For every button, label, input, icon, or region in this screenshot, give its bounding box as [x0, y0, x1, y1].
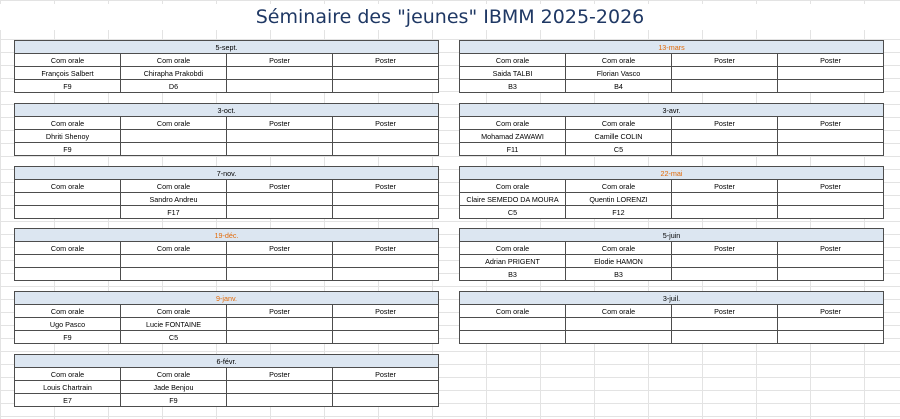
room-cell[interactable]: [227, 206, 333, 219]
room-cell[interactable]: F17: [121, 206, 227, 219]
column-label[interactable]: Poster: [333, 117, 439, 130]
column-label[interactable]: Com orale: [121, 242, 227, 255]
date-header[interactable]: 6-févr.: [15, 355, 439, 368]
column-label[interactable]: Poster: [227, 180, 333, 193]
date-header[interactable]: 7-nov.: [15, 167, 439, 180]
presenter-cell[interactable]: [333, 381, 439, 394]
room-cell[interactable]: F12: [566, 206, 672, 219]
column-label[interactable]: Com orale: [15, 54, 121, 67]
room-cell[interactable]: B3: [460, 268, 566, 281]
presenter-cell[interactable]: [672, 67, 778, 80]
room-cell[interactable]: [333, 80, 439, 93]
column-label[interactable]: Com orale: [566, 242, 672, 255]
presenter-cell[interactable]: [15, 193, 121, 206]
presenter-cell[interactable]: Chirapha Prakobdi: [121, 67, 227, 80]
presenter-cell[interactable]: [227, 381, 333, 394]
column-label[interactable]: Com orale: [121, 368, 227, 381]
presenter-cell[interactable]: [672, 130, 778, 143]
presenter-cell[interactable]: [778, 255, 884, 268]
column-label[interactable]: Poster: [778, 305, 884, 318]
date-block: [459, 166, 884, 219]
room-cell[interactable]: [566, 331, 672, 344]
column-label[interactable]: Com orale: [15, 180, 121, 193]
date-block: [459, 40, 884, 93]
column-label[interactable]: Poster: [672, 117, 778, 130]
column-label[interactable]: Poster: [333, 242, 439, 255]
date-block: [14, 291, 439, 344]
presenter-cell[interactable]: Jade Benjou: [121, 381, 227, 394]
column-label[interactable]: Poster: [778, 242, 884, 255]
presenter-cell[interactable]: [333, 67, 439, 80]
presenter-cell[interactable]: Ugo Pasco: [15, 318, 121, 331]
date-block: [14, 166, 439, 219]
date-header[interactable]: 5-sept.: [15, 41, 439, 54]
room-cell[interactable]: [15, 206, 121, 219]
presenter-cell[interactable]: [333, 193, 439, 206]
room-cell[interactable]: E7: [15, 394, 121, 407]
presenter-cell[interactable]: [672, 255, 778, 268]
presenter-cell[interactable]: [227, 193, 333, 206]
column-label[interactable]: Poster: [672, 305, 778, 318]
room-cell[interactable]: F9: [15, 331, 121, 344]
date-block: [14, 354, 439, 407]
room-cell[interactable]: F9: [15, 80, 121, 93]
column-label[interactable]: Poster: [672, 242, 778, 255]
column-label[interactable]: Poster: [227, 242, 333, 255]
presenter-cell[interactable]: [672, 318, 778, 331]
column-label[interactable]: Com orale: [566, 305, 672, 318]
column-label[interactable]: Com orale: [460, 180, 566, 193]
presenter-cell[interactable]: [15, 255, 121, 268]
date-block: [459, 291, 884, 344]
room-cell[interactable]: [333, 331, 439, 344]
column-label[interactable]: Poster: [227, 368, 333, 381]
presenter-cell[interactable]: [778, 193, 884, 206]
room-cell[interactable]: [778, 143, 884, 156]
date-header[interactable]: 3-avr.: [460, 104, 884, 117]
presenter-cell[interactable]: François Salbert: [15, 67, 121, 80]
presenter-cell[interactable]: Elodie HAMON: [566, 255, 672, 268]
column-label[interactable]: Com orale: [460, 117, 566, 130]
room-cell[interactable]: [778, 331, 884, 344]
room-cell[interactable]: [333, 143, 439, 156]
column-label[interactable]: Poster: [778, 54, 884, 67]
room-cell[interactable]: B3: [460, 80, 566, 93]
column-label[interactable]: Com orale: [15, 368, 121, 381]
presenter-cell[interactable]: Dhriti Shenoy: [15, 130, 121, 143]
column-label[interactable]: Poster: [333, 54, 439, 67]
presenter-cell[interactable]: Louis Chartrain: [15, 381, 121, 394]
column-label[interactable]: Com orale: [15, 117, 121, 130]
room-cell[interactable]: B3: [566, 268, 672, 281]
presenter-cell[interactable]: [121, 255, 227, 268]
presenter-cell[interactable]: Sandro Andreu: [121, 193, 227, 206]
date-block: [459, 103, 884, 156]
room-cell[interactable]: F9: [15, 143, 121, 156]
column-label[interactable]: Com orale: [121, 117, 227, 130]
date-block: [459, 228, 884, 281]
presenter-cell[interactable]: [778, 318, 884, 331]
column-label[interactable]: Com orale: [15, 305, 121, 318]
column-label[interactable]: Poster: [227, 305, 333, 318]
room-cell[interactable]: [227, 80, 333, 93]
room-cell[interactable]: C5: [121, 331, 227, 344]
date-header[interactable]: 3-oct.: [15, 104, 439, 117]
date-header[interactable]: 13-mars: [460, 41, 884, 54]
presenter-cell[interactable]: Lucie FONTAINE: [121, 318, 227, 331]
column-label[interactable]: Com orale: [121, 305, 227, 318]
presenter-cell[interactable]: Adrian PRIGENT: [460, 255, 566, 268]
room-cell[interactable]: F11: [460, 143, 566, 156]
presenter-cell[interactable]: Camille COLIN: [566, 130, 672, 143]
presenter-cell[interactable]: [333, 130, 439, 143]
presenter-cell[interactable]: [778, 130, 884, 143]
room-cell[interactable]: C5: [460, 206, 566, 219]
page-title: Séminaire des "jeunes" IBMM 2025-2026: [0, 4, 900, 30]
presenter-cell[interactable]: [227, 255, 333, 268]
room-cell[interactable]: B4: [566, 80, 672, 93]
presenter-cell[interactable]: [672, 193, 778, 206]
room-cell[interactable]: [460, 331, 566, 344]
column-label[interactable]: Poster: [672, 54, 778, 67]
date-header[interactable]: 3-juil.: [460, 292, 884, 305]
room-cell[interactable]: [333, 394, 439, 407]
room-cell[interactable]: [121, 143, 227, 156]
column-label[interactable]: Poster: [778, 117, 884, 130]
presenter-cell[interactable]: [333, 255, 439, 268]
room-cell[interactable]: [333, 206, 439, 219]
presenter-cell[interactable]: [460, 318, 566, 331]
column-label[interactable]: Com orale: [566, 54, 672, 67]
column-label[interactable]: Poster: [333, 368, 439, 381]
presenter-cell[interactable]: [227, 130, 333, 143]
presenter-cell[interactable]: [566, 318, 672, 331]
presenter-cell[interactable]: [121, 130, 227, 143]
presenter-cell[interactable]: Saida TALBI: [460, 67, 566, 80]
column-label[interactable]: Com orale: [460, 242, 566, 255]
column-label[interactable]: Com orale: [566, 180, 672, 193]
room-cell[interactable]: F9: [121, 394, 227, 407]
date-header[interactable]: 22-mai: [460, 167, 884, 180]
presenter-cell[interactable]: Claire SEMEDO DA MOURA: [460, 193, 566, 206]
column-label[interactable]: Com orale: [15, 242, 121, 255]
room-cell[interactable]: [672, 206, 778, 219]
room-cell[interactable]: [778, 80, 884, 93]
room-cell[interactable]: D6: [121, 80, 227, 93]
column-label[interactable]: Com orale: [121, 180, 227, 193]
room-cell[interactable]: [227, 143, 333, 156]
room-cell[interactable]: [672, 80, 778, 93]
column-label[interactable]: Poster: [333, 305, 439, 318]
presenter-cell[interactable]: Mohamad ZAWAWI: [460, 130, 566, 143]
presenter-cell[interactable]: [778, 67, 884, 80]
column-label[interactable]: Com orale: [566, 117, 672, 130]
column-label[interactable]: Poster: [227, 117, 333, 130]
room-cell[interactable]: [121, 268, 227, 281]
column-label[interactable]: Poster: [778, 180, 884, 193]
date-block: [14, 228, 439, 281]
date-header[interactable]: 5-juin: [460, 229, 884, 242]
room-cell[interactable]: [672, 331, 778, 344]
column-label[interactable]: Com orale: [121, 54, 227, 67]
date-header[interactable]: 9-janv.: [15, 292, 439, 305]
column-label[interactable]: Poster: [333, 180, 439, 193]
date-block: [14, 103, 439, 156]
presenter-cell[interactable]: Quentin LORENZI: [566, 193, 672, 206]
column-label[interactable]: Com orale: [460, 54, 566, 67]
room-cell[interactable]: [778, 206, 884, 219]
room-cell[interactable]: [227, 394, 333, 407]
room-cell[interactable]: [672, 268, 778, 281]
room-cell[interactable]: C5: [566, 143, 672, 156]
room-cell[interactable]: [15, 268, 121, 281]
room-cell[interactable]: [227, 268, 333, 281]
room-cell[interactable]: [227, 331, 333, 344]
column-label[interactable]: Poster: [227, 54, 333, 67]
presenter-cell[interactable]: [227, 318, 333, 331]
presenter-cell[interactable]: Florian Vasco: [566, 67, 672, 80]
column-label[interactable]: Com orale: [460, 305, 566, 318]
room-cell[interactable]: [672, 143, 778, 156]
date-header[interactable]: 19-déc.: [15, 229, 439, 242]
column-label[interactable]: Poster: [672, 180, 778, 193]
room-cell[interactable]: [778, 268, 884, 281]
room-cell[interactable]: [333, 268, 439, 281]
presenter-cell[interactable]: [227, 67, 333, 80]
presenter-cell[interactable]: [333, 318, 439, 331]
date-block: [14, 40, 439, 93]
